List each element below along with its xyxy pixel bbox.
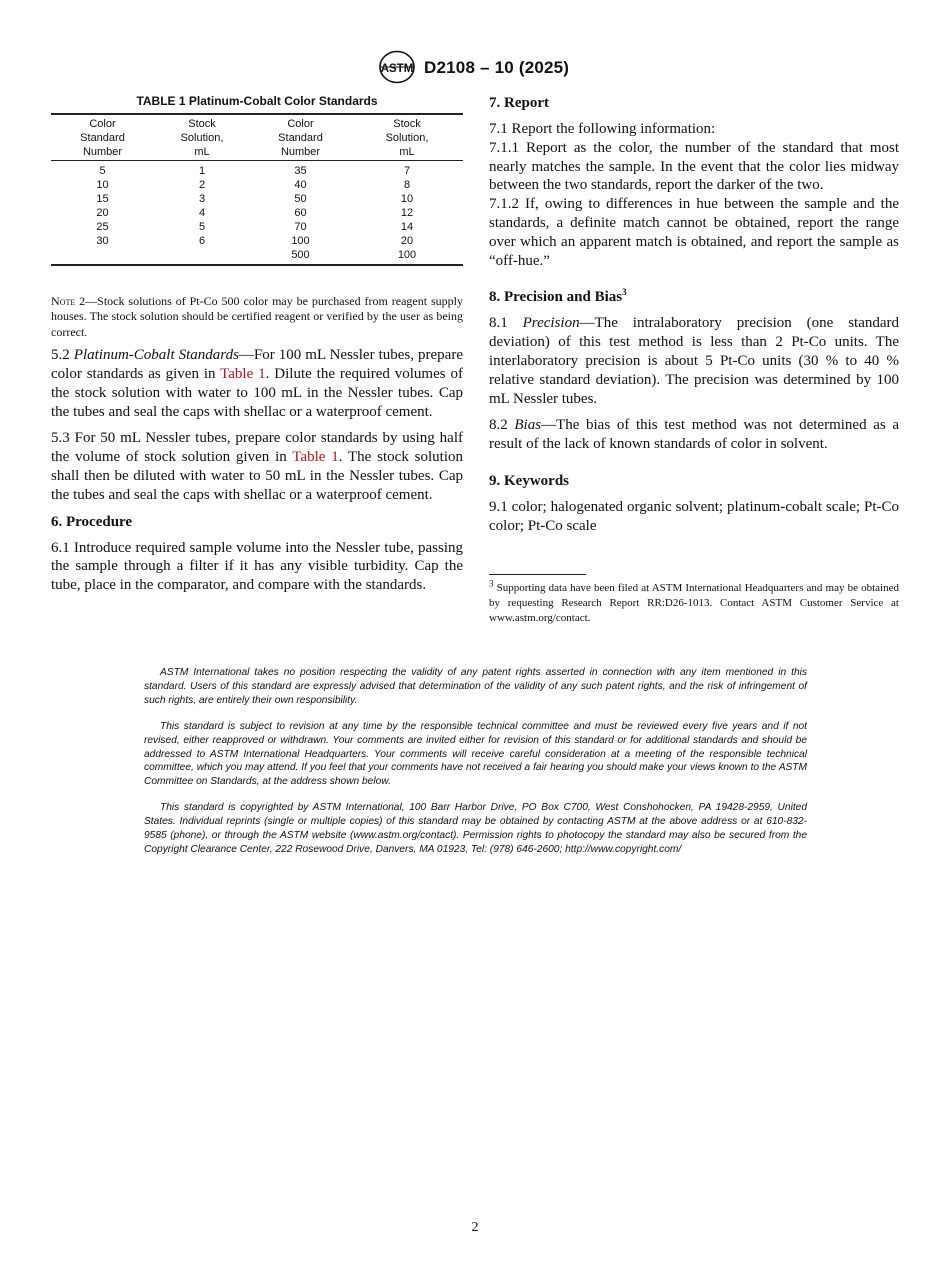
paragraph-9-1: 9.1 color; halogenated organic solvent; platinum-cobalt scale; Pt-Co color; Pt-Co scale: [489, 498, 899, 534]
section-8-heading: 8. Precision and Bias$^3$: [489, 287, 627, 306]
astm-disclaimers: [144, 666, 807, 869]
paragraph-7-1-1: 7.1.1 Report as the color, the number of the standard that most nearly matches the sample. In the event that the color lies midway between the two standards, report the darker of the two.: [489, 139, 899, 194]
document-designation: D2108 – 10 (2025): [424, 58, 570, 77]
footnote-ref[interactable]: 3: [622, 287, 627, 298]
paragraph-8-2: 8.2 Bias—The bias of this test method was not determined as a result of the lack of known standards of color in solvent.: [489, 417, 900, 453]
section-6-heading: 6. Procedure: [51, 513, 133, 530]
page-header: [0, 50, 950, 86]
table-row: 5 1 35 7: [99, 165, 411, 177]
table-header-cell: Color Standard Number: [80, 118, 125, 158]
svg-text:ASTM: ASTM: [380, 63, 414, 75]
disclaimer-patent: ASTM International takes no position respecting the validity of any patent rights asserted in connection with any item mentioned in this standard. Users of this standard are expressly advised that determination of the validity of any such patent rights, and the risk of infringement of such rights, are entirely their own responsibility.: [144, 667, 807, 706]
paragraph-5-3: 5.3 For 50 mL Nessler tubes, prepare color standards by using half the volume of stock solution given in Table 1. The stock solution shall then be diluted with water to 50 mL in the Nessler tubes. Cap the tubes and seal the caps with shellac or a waterproof cement.: [51, 430, 463, 503]
table-row: 500 100: [291, 249, 417, 261]
table-header-cell: Color Standard Number: [278, 118, 323, 158]
table-header-cell: Stock Solution, mL: [180, 118, 224, 158]
note-2: Note 2—Stock solutions of Pt-Co 500 color may be purchased from reagent supply houses. The stock solution should be certified reagent or verified by the user as being correct.: [51, 294, 464, 339]
table-row: 20 4 60 12: [96, 207, 414, 219]
table-title: TABLE 1 Platinum-Cobalt Color Standards: [136, 94, 378, 108]
paragraph-6-1: 6.1 Introduce required sample volume into the Nessler tube, passing the sample through a filter if it has any visible turbidity. Cap the tube, place in the comparator, and compare with the standards.: [51, 539, 463, 594]
table-header-row: [51, 114, 463, 161]
paragraph-5-2: 5.2 Platinum-Cobalt Standards—For 100 mL Nessler tubes, prepare color standards as given in Table 1. Dilute the required volumes of the stock solution with water to 100 mL in the Nessler tubes. Cap the tubes and seal the caps with shellac or a waterproof cement.: [51, 347, 463, 420]
section-7-heading: 7. Report: [489, 95, 549, 111]
table-1-link[interactable]: Table 1: [292, 449, 339, 466]
paragraph-8-1: 8.1 Precision—The intralaboratory precision (one standard deviation) of this test method is less than 2 Pt-Co units. The interlaboratory precision is about 5 Pt-Co units (30 % to 40 % relative standard deviation). The precision was determined by 100 mL Nessler tubes.: [489, 315, 900, 407]
table-row: 10 2 40 8: [96, 179, 411, 191]
table-row: 15 3 50 10: [96, 193, 414, 205]
footnote-divider: [489, 574, 586, 575]
footnote-3: $^3$ Supporting data have been filed at ASTM International Headquarters and may be obtained by requesting Research Report RR:D26-1013. Contact ASTM Customer Service at www.astm.org/contact.: [489, 577, 899, 624]
paragraph-7-1-2: 7.1.2 If, owing to differences in hue between the sample and the standards, a definite match cannot be obtained, report the range over which an apparent match is obtained, and report the sample as “off-hue.”: [489, 196, 899, 269]
disclaimer-revision: This standard is subject to revision at any time by the responsible technical committee and must be reviewed every five years and if not revised, either reapproved or withdrawn. Your comments are invited either for revision of this standard or for additional standards and should be addressed to ASTM International Headquarters. Your comments will receive careful consideration at a meeting of the responsible technical committee, which you may attend. If you feel that your comments have not received a fair hearing you should make your views known to the ASTM Committee on Standards, at the address shown below.: [144, 720, 807, 788]
table-row: 25 5 70 14: [96, 221, 414, 233]
paragraph-7-1: 7.1 Report the following information:: [489, 121, 716, 137]
left-column: [51, 94, 463, 603]
table-1-link[interactable]: Table 1: [220, 366, 266, 383]
disclaimer-copyright: This standard is copyrighted by ASTM International, 100 Barr Harbor Drive, PO Box C700, West Conshohocken, PA 19428-2959, United States. Individual reprints (single or multiple copies) of this standard may be obtained by contacting ASTM at the above address or at 610-832-9585 (phone), or through the ASTM website (www.astm.org/contact). Permission rights to photocopy the standard may also be secured from the Copyright Clearance Center, 222 Rosewood Drive, Danvers, MA 01923, Tel: (978) 646-2600; http://www.copyright.com/: [144, 802, 807, 855]
astm-logo-icon: [378, 50, 416, 84]
table-row: 30 6 100 20: [96, 235, 414, 247]
section-9-heading: 9. Keywords: [489, 472, 569, 489]
table-header-cell: Stock Solution, mL: [385, 118, 429, 158]
page-number: 2: [471, 1220, 479, 1235]
platinum-cobalt-table: [51, 113, 463, 266]
right-column: [489, 94, 899, 626]
